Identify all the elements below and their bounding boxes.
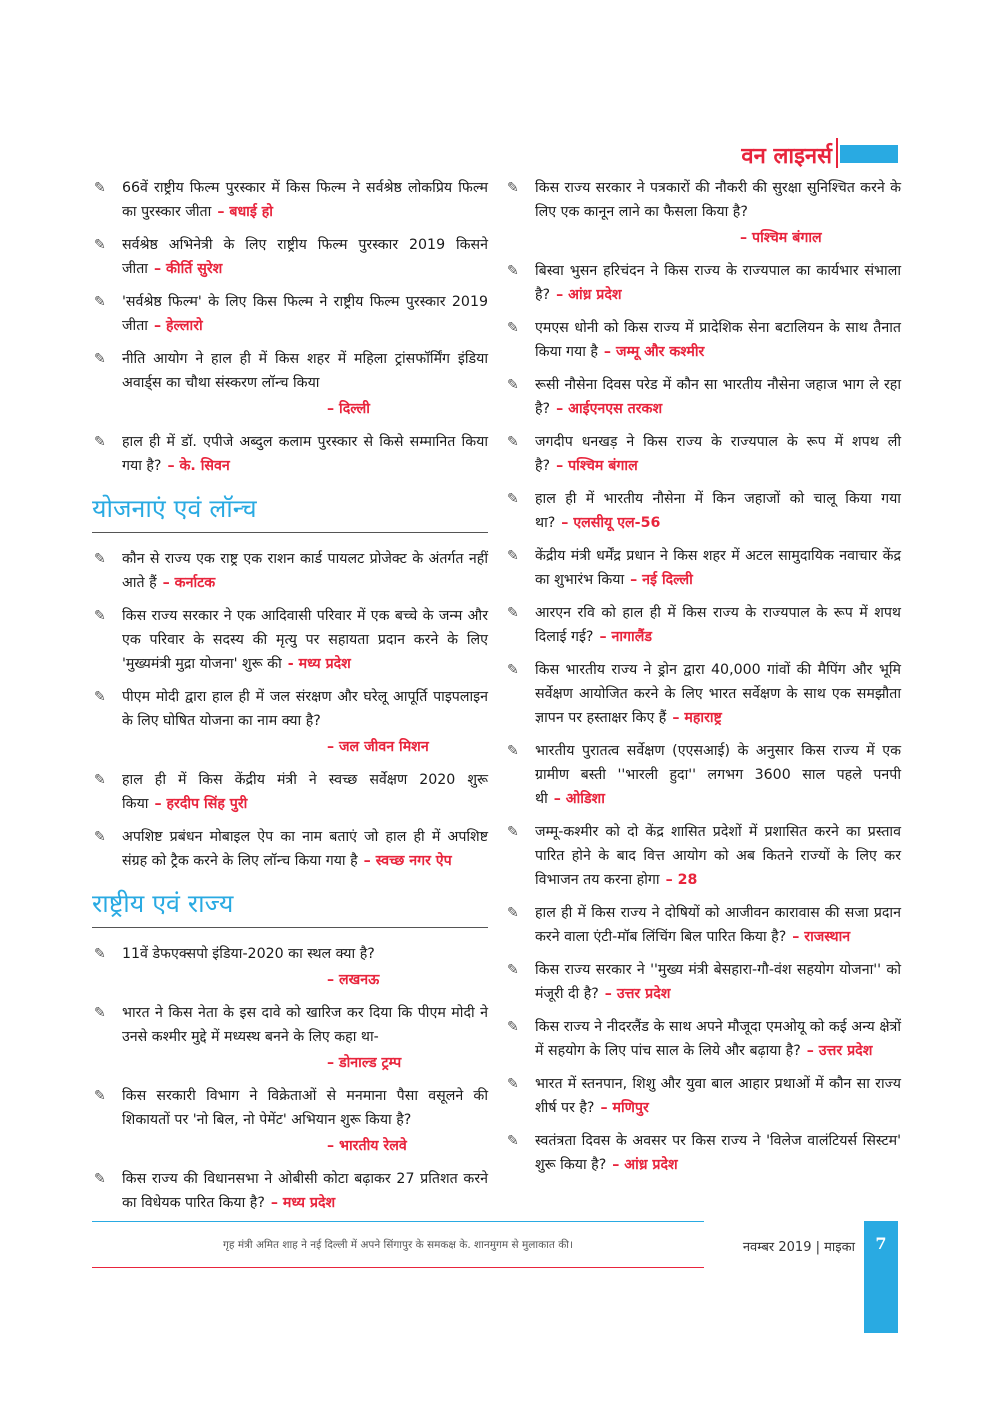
- question-text: किस राज्य सरकार ने ''मुख्य मंत्री बेसहारा-गौ-वंश सहयोग योजना'' को मंजूरी दी है?: [535, 962, 901, 1002]
- national-list: [92, 942, 488, 1215]
- question-text: पीएम मोदी द्वारा हाल ही में जल संरक्षण और घरेलू आपूर्ति पाइपलाइन के लिए घोषित योजना का नाम क्या है?: [122, 689, 488, 729]
- pen-bullet-icon: ✎: [507, 180, 519, 196]
- pen-bullet-icon: ✎: [507, 905, 519, 921]
- answer-text: – हेल्लारो: [153, 318, 203, 334]
- pen-bullet-icon: ✎: [94, 1088, 106, 1104]
- qa-item: [92, 1084, 488, 1158]
- answer-text: – कीर्ति सुरेश: [153, 261, 223, 277]
- qa-item: [92, 685, 488, 759]
- footer-divider-top: [92, 1221, 704, 1222]
- schemes-list: [92, 547, 488, 873]
- left-top-list: [92, 176, 488, 478]
- pen-bullet-icon: ✎: [507, 1019, 519, 1035]
- qa-item: [92, 768, 488, 816]
- question-text: 'सर्वश्रेष्ठ फिल्म' के लिए किस फिल्म ने राष्ट्रीय फिल्म पुरस्कार 2019 जीता: [122, 294, 488, 334]
- qa-item: [505, 820, 901, 892]
- answer-text: – महाराष्ट्र: [672, 710, 722, 726]
- header-accent-bar: [840, 145, 898, 163]
- question-text: भारत में स्तनपान, शिशु और युवा बाल आहार प्रथाओं में कौन सा राज्य शीर्ष पर है?: [535, 1076, 901, 1116]
- pen-bullet-icon: ✎: [94, 772, 106, 788]
- qa-item: [92, 604, 488, 676]
- qa-item: [92, 1001, 488, 1075]
- question-text: किस राज्य की विधानसभा ने ओबीसी कोटा बढ़ाकर 27 प्रतिशत करने का विधेयक पारित किया है?: [122, 1171, 488, 1211]
- page-number: 7: [875, 1234, 887, 1253]
- pen-bullet-icon: ✎: [507, 377, 519, 393]
- question-text: किस भारतीय राज्य ने ड्रोन द्वारा 40,000 गांवों की मैपिंग और भूमि सर्वेक्षण आयोजित करने के लिए भारत सर्वेक्षण के साथ एक समझौता ज्ञापन पर हस्ताक्षर किए हैं: [535, 662, 901, 726]
- right-list: [505, 176, 901, 1177]
- qa-item: [505, 316, 901, 364]
- pen-bullet-icon: ✎: [94, 608, 106, 624]
- pen-bullet-icon: ✎: [94, 689, 106, 705]
- question-text: किस राज्य सरकार ने एक आदिवासी परिवार में एक बच्चे के जन्म और एक परिवार के सदस्य की मृत्यु पर सहायता प्रदान करने के लिए 'मुख्यमंत्री मुद्रा योजना' शुरू की: [122, 608, 488, 672]
- qa-item: [505, 487, 901, 535]
- qa-item: [92, 290, 488, 338]
- answer-text: – मणिपुर: [600, 1100, 649, 1116]
- qa-item: [92, 1167, 488, 1215]
- pen-bullet-icon: ✎: [94, 237, 106, 253]
- question-text: एमएस धोनी को किस राज्य में प्रादेशिक सेना बटालियन के साथ तैनात किया गया है: [535, 320, 901, 360]
- answer-text: – स्वच्छ नगर ऐप: [363, 853, 452, 869]
- answer-text: - मध्य प्रदेश: [287, 656, 351, 672]
- question-text: सर्वश्रेष्ठ अभिनेत्री के लिए राष्ट्रीय फिल्म पुरस्कार 2019 किसने जीता: [122, 237, 488, 277]
- question-text: केंद्रीय मंत्री धर्मेंद्र प्रधान ने किस शहर में अटल सामुदायिक नवाचार केंद्र का शुभारंभ किया: [535, 548, 901, 588]
- question-text: स्वतंत्रता दिवस के अवसर पर किस राज्य ने 'विलेज वालंटियर्स सिस्टम' शुरू किया है?: [535, 1133, 901, 1173]
- pen-bullet-icon: ✎: [507, 962, 519, 978]
- pen-bullet-icon: ✎: [94, 351, 106, 367]
- question-text: नीति आयोग ने हाल ही में किस शहर में महिला ट्रांसफॉर्मिंग इंडिया अवार्ड्स का चौथा संस्करण लॉन्च किया: [122, 351, 488, 391]
- answer-text: – 28: [665, 872, 698, 888]
- qa-item: [505, 1015, 901, 1063]
- question-text: किस राज्य ने नीदरलैंड के साथ अपने मौजूदा एमओयू को कई अन्य क्षेत्रों में सहयोग के लिए पांच साल के लिये और बढ़ाया है?: [535, 1019, 901, 1059]
- pen-bullet-icon: ✎: [507, 491, 519, 507]
- question-text: 66वें राष्ट्रीय फिल्म पुरस्कार में किस फिल्म ने सर्वश्रेष्ठ लोकप्रिय फिल्म का पुरस्कार जीता: [122, 180, 488, 220]
- qa-item: [505, 430, 901, 478]
- answer-text: – राजस्थान: [792, 929, 851, 945]
- pen-bullet-icon: ✎: [507, 605, 519, 621]
- pen-bullet-icon: ✎: [94, 551, 106, 567]
- question-text: जम्मू-कश्मीर को दो केंद्र शासित प्रदेशों में प्रशासित करने का प्रस्ताव पारित होने के बाद वित्त आयोग को अब कितने राज्यों के लिए कर विभाजन तय करना होगा: [535, 824, 901, 888]
- qa-item: [505, 958, 901, 1006]
- qa-item: [505, 259, 901, 307]
- pen-bullet-icon: ✎: [507, 662, 519, 678]
- answer-text: – हरदीप सिंह पुरी: [154, 796, 248, 812]
- pen-bullet-icon: ✎: [94, 829, 106, 845]
- answer-text: – डोनाल्ड ट्रम्प: [327, 1055, 402, 1071]
- answer-text: – ओडिशा: [553, 791, 605, 807]
- answer-text: – उत्तर प्रदेश: [806, 1043, 873, 1059]
- question-text: जगदीप धनखड़ ने किस राज्य के राज्यपाल के रूप में शपथ ली है?: [535, 434, 901, 474]
- qa-item: [92, 825, 488, 873]
- question-text: बिस्वा भुसन हरिचंदन ने किस राज्य के राज्यपाल का कार्यभार संभाला है?: [535, 263, 901, 303]
- pen-bullet-icon: ✎: [507, 263, 519, 279]
- qa-item: [92, 942, 488, 992]
- pen-bullet-icon: ✎: [94, 1005, 106, 1021]
- question-text: कौन से राज्य एक राष्ट्र एक राशन कार्ड पायलट प्रोजेक्ट के अंतर्गत नहीं आते हैं: [122, 551, 488, 591]
- qa-item: [505, 1072, 901, 1120]
- qa-item: [505, 1129, 901, 1177]
- qa-item: [505, 373, 901, 421]
- footer-caption: गृह मंत्री अमित शाह ने नई दिल्ली में अपने सिंगापुर के समकक्ष के. शानमुगम से मुलाकात की।: [223, 1239, 573, 1251]
- qa-item: [92, 233, 488, 281]
- answer-text: – जल जीवन मिशन: [327, 739, 429, 755]
- qa-item: [92, 176, 488, 224]
- question-text: अपशिष्ट प्रबंधन मोबाइल ऐप का नाम बताएं जो हाल ही में अपशिष्ट संग्रह को ट्रैक करने के लिए लॉन्च किया गया है: [122, 829, 488, 869]
- answer-text: – एलसीयू एल-56: [561, 515, 661, 531]
- qa-item: [92, 347, 488, 421]
- qa-item: [505, 901, 901, 949]
- left-column: [92, 176, 488, 1224]
- qa-item: [505, 601, 901, 649]
- pen-bullet-icon: ✎: [94, 434, 106, 450]
- answer-text: – कर्नाटक: [162, 575, 216, 591]
- question-text: भारत ने किस नेता के इस दावे को खारिज कर दिया कि पीएम मोदी ने उनसे कश्मीर मुद्दे में मध्यस्थ बनने के लिए कहा था-: [122, 1005, 488, 1045]
- question-text: हाल ही में डॉ. एपीजे अब्दुल कलाम पुरस्कार से किसे सम्मानित किया गया है?: [122, 434, 488, 474]
- answer-text: – आंध्र प्रदेश: [556, 287, 622, 303]
- qa-item: [505, 739, 901, 811]
- qa-item: [505, 544, 901, 592]
- section-header-title: वन लाइनर्स: [741, 144, 832, 169]
- answer-text: – आईएनएस तरकश: [556, 401, 663, 417]
- answer-text: – मध्य प्रदेश: [270, 1195, 336, 1211]
- right-column: [505, 176, 901, 1186]
- pen-bullet-icon: ✎: [94, 1171, 106, 1187]
- pen-bullet-icon: ✎: [507, 548, 519, 564]
- footer-divider-bottom: [92, 1267, 704, 1268]
- pen-bullet-icon: ✎: [507, 320, 519, 336]
- issue-label: नवम्बर 2019 | माइका: [742, 1240, 855, 1255]
- question-text: रूसी नौसेना दिवस परेड में कौन सा भारतीय नौसेना जहाज भाग ले रहा है?: [535, 377, 901, 417]
- qa-item: [92, 430, 488, 478]
- answer-text: – नागालैंड: [599, 629, 652, 645]
- answer-text: – के. सिवन: [167, 458, 230, 474]
- pen-bullet-icon: ✎: [507, 743, 519, 759]
- question-text: हाल ही में किस केंद्रीय मंत्री ने स्वच्छ सर्वेक्षण 2020 शुरू किया: [122, 772, 488, 812]
- answer-text: – दिल्ली: [327, 401, 370, 417]
- answer-text: – लखनऊ: [327, 972, 380, 988]
- answer-text: – पश्चिम बंगाल: [740, 230, 822, 246]
- pen-bullet-icon: ✎: [507, 434, 519, 450]
- pen-bullet-icon: ✎: [507, 1076, 519, 1092]
- answer-text: – नई दिल्ली: [630, 572, 693, 588]
- pen-bullet-icon: ✎: [507, 1133, 519, 1149]
- answer-text: – पश्चिम बंगाल: [556, 458, 638, 474]
- qa-item: [505, 176, 901, 250]
- question-text: भारतीय पुरातत्व सर्वेक्षण (एएसआई) के अनुसार किस राज्य में एक ग्रामीण बस्ती ''भारली हुदा'' लगभग 3600 साल पहले पनपी थी: [535, 743, 901, 807]
- section-title-national: राष्ट्रीय एवं राज्य: [92, 887, 488, 928]
- question-text: हाल ही में भारतीय नौसेना में किन जहाजों को चालू किया गया था?: [535, 491, 901, 531]
- header-divider: [836, 138, 838, 168]
- question-text: हाल ही में किस राज्य ने दोषियों को आजीवन कारावास की सजा प्रदान करने वाला एंटी-मॉब लिंचिंग बिल पारित किया है?: [535, 905, 901, 945]
- answer-text: – जम्मू और कश्मीर: [603, 344, 705, 360]
- question-text: आरएन रवि को हाल ही में किस राज्य के राज्यपाल के रूप में शपथ दिलाई गई?: [535, 605, 901, 645]
- answer-text: – उत्तर प्रदेश: [604, 986, 671, 1002]
- qa-item: [505, 658, 901, 730]
- pen-bullet-icon: ✎: [94, 180, 106, 196]
- question-text: 11वें डेफएक्सपो इंडिया-2020 का स्थल क्या है?: [122, 946, 375, 962]
- question-text: किस राज्य सरकार ने पत्रकारों की नौकरी की सुरक्षा सुनिश्चित करने के लिए एक कानून लाने का फैसला किया है?: [535, 180, 901, 220]
- answer-text: – बधाई हो: [217, 204, 273, 220]
- qa-item: [92, 547, 488, 595]
- pen-bullet-icon: ✎: [94, 946, 106, 962]
- section-title-schemes: योजनाएं एवं लॉन्च: [92, 492, 488, 533]
- pen-bullet-icon: ✎: [507, 824, 519, 840]
- pen-bullet-icon: ✎: [94, 294, 106, 310]
- answer-text: – आंध्र प्रदेश: [612, 1157, 678, 1173]
- question-text: किस सरकारी विभाग ने विक्रेताओं से मनमाना पैसा वसूलने की शिकायतों पर 'नो बिल, नो पेमेंट' अभियान शुरू किया है?: [122, 1088, 488, 1128]
- answer-text: – भारतीय रेलवे: [327, 1138, 407, 1154]
